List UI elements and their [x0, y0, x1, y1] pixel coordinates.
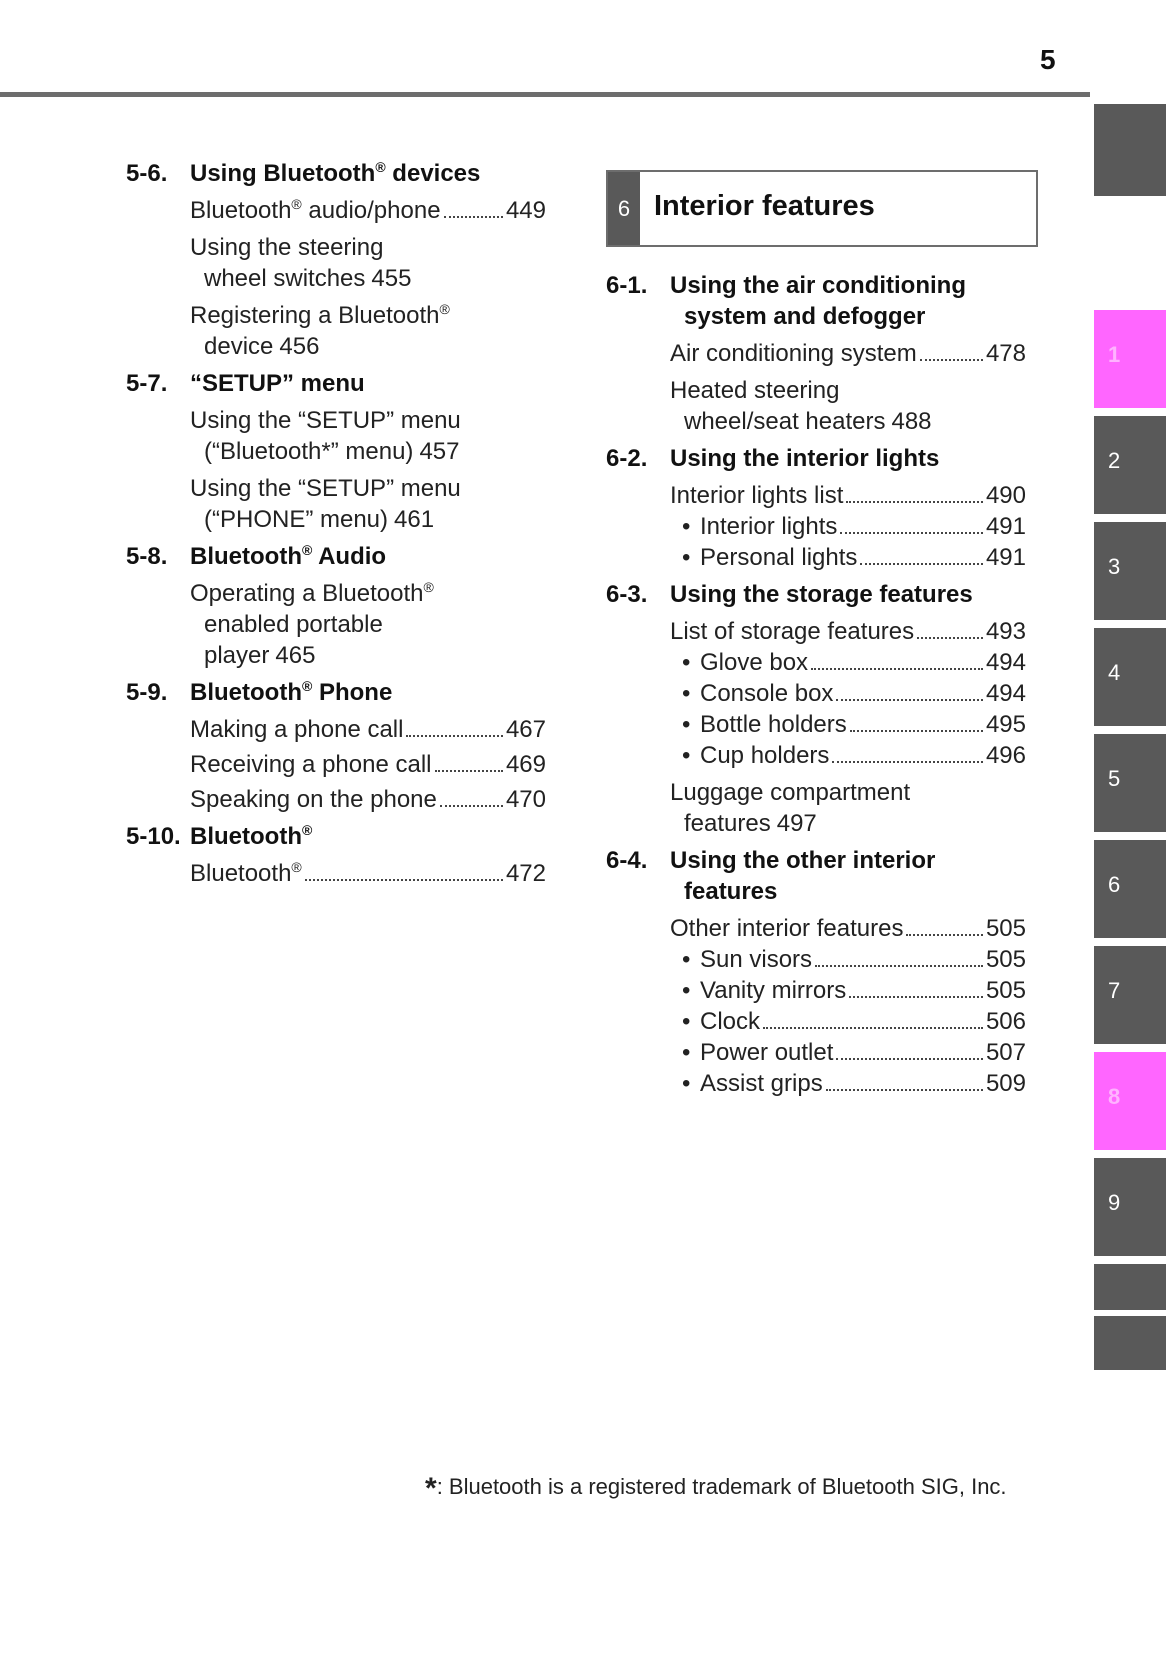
toc-subentry[interactable]: • Assist grips 509	[682, 1070, 1026, 1097]
toc-subentry[interactable]: • Glove box 494	[682, 649, 1026, 676]
section-title-6-3[interactable]: 6-3. Using the storage features	[606, 581, 973, 608]
chapter-tab-2[interactable]: 2	[1094, 416, 1166, 514]
section-title-6-1[interactable]: 6-1. Using the air conditioning system and defogger	[606, 272, 966, 330]
section-title-5-6[interactable]: 5-6. Using Bluetooth® devices	[126, 159, 481, 187]
section-title-5-10[interactable]: 5-10. Bluetooth®	[126, 822, 313, 850]
chapter-title: Interior features	[654, 190, 875, 222]
toc-subentry[interactable]: • Interior lights 491	[682, 513, 1026, 540]
toc-entry[interactable]: Using the steering wheel switches 455	[190, 234, 412, 292]
chapter-tab-blank-1[interactable]	[1094, 1264, 1166, 1310]
toc-entry[interactable]: Registering a Bluetooth® device 456	[190, 301, 450, 360]
bullet-icon: •	[682, 649, 691, 676]
bullet-icon: •	[682, 946, 691, 973]
toc-subentry[interactable]: • Personal lights 491	[682, 544, 1026, 571]
chapter-tab-3[interactable]: 3	[1094, 522, 1166, 620]
section-title-5-8[interactable]: 5-8. Bluetooth® Audio	[126, 542, 387, 570]
chapter-tab-6[interactable]: 6	[1094, 840, 1166, 938]
toc-entry[interactable]: Receiving a phone call 469	[190, 751, 546, 778]
chapter-tab-5[interactable]: 5	[1094, 734, 1166, 832]
toc-entry[interactable]: Other interior features 505	[670, 915, 1026, 942]
footnote: *: Bluetooth is a registered trademark of Bluetooth SIG, Inc.	[425, 1472, 1007, 1505]
toc-entry[interactable]: Using the “SETUP” menu (“Bluetooth*” menu) 457	[190, 407, 461, 465]
toc-entry[interactable]: Interior lights list 490	[670, 482, 1026, 509]
bullet-icon: •	[682, 1070, 691, 1097]
bullet-icon: •	[682, 513, 691, 540]
bullet-icon: •	[682, 742, 691, 769]
section-title-6-4[interactable]: 6-4. Using the other interior features	[606, 847, 936, 905]
toc-right-column	[606, 270, 1026, 1099]
toc-entry[interactable]: Heated steering wheel/seat heaters 488	[670, 377, 932, 435]
toc-entry[interactable]: Operating a Bluetooth® enabled portable player 465	[190, 579, 434, 669]
chapter-tab-4[interactable]: 4	[1094, 628, 1166, 726]
bullet-icon: •	[682, 711, 691, 738]
toc-entry[interactable]: Luggage compartment features 497	[670, 779, 911, 837]
header-rule	[0, 92, 1090, 97]
toc-entry[interactable]: Air conditioning system 478	[670, 340, 1026, 367]
chapter-number: 6	[608, 172, 640, 245]
chapter-tab-1[interactable]: 1	[1094, 310, 1166, 408]
bullet-icon: •	[682, 680, 691, 707]
toc-subentry[interactable]: • Clock 506	[682, 1008, 1026, 1035]
section-title-5-7[interactable]: 5-7. “SETUP” menu	[126, 370, 365, 397]
toc-entry[interactable]: Speaking on the phone 470	[190, 786, 546, 813]
toc-subentry[interactable]: • Power outlet 507	[682, 1039, 1026, 1066]
section-title-6-2[interactable]: 6-2. Using the interior lights	[606, 445, 940, 472]
toc-subentry[interactable]: • Bottle holders 495	[682, 711, 1026, 738]
section-title-5-9[interactable]: 5-9. Bluetooth® Phone	[126, 678, 393, 706]
toc-subentry[interactable]: • Cup holders 496	[682, 742, 1026, 769]
bullet-icon: •	[682, 1039, 691, 1066]
chapter-tab-blank-top[interactable]	[1094, 104, 1166, 196]
chapter-tab-blank-2[interactable]	[1094, 1316, 1166, 1370]
asterisk: *	[425, 1472, 437, 1505]
toc-entry[interactable]: List of storage features 493	[670, 618, 1026, 645]
bullet-icon: •	[682, 1008, 691, 1035]
toc-entry[interactable]: Using the “SETUP” menu (“PHONE” menu) 461	[190, 475, 461, 533]
toc-entry[interactable]: Making a phone call 467	[190, 716, 546, 743]
page-number: 5	[1040, 44, 1056, 75]
toc-entry[interactable]: Bluetooth® audio/phone 449	[190, 196, 546, 224]
chapter-tab-7[interactable]: 7	[1094, 946, 1166, 1044]
chapter-tab-9[interactable]: 9	[1094, 1158, 1166, 1256]
toc-left-column	[126, 158, 546, 889]
toc-entry[interactable]: Bluetooth® 472	[190, 859, 546, 887]
toc-subentry[interactable]: • Sun visors 505	[682, 946, 1026, 973]
chapter-tab-8[interactable]: 8	[1094, 1052, 1166, 1150]
toc-subentry[interactable]: • Vanity mirrors 505	[682, 977, 1026, 1004]
bullet-icon: •	[682, 977, 691, 1004]
chapter-header	[606, 170, 1038, 247]
bullet-icon: •	[682, 544, 691, 571]
toc-subentry[interactable]: • Console box 494	[682, 680, 1026, 707]
